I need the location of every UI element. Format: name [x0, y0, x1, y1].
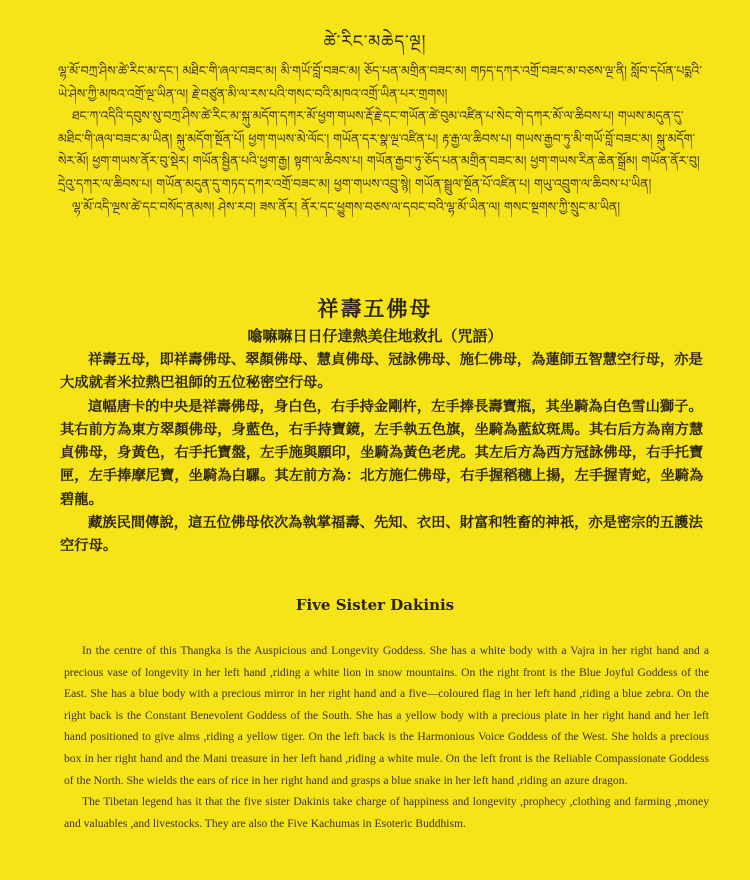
chinese-subtitle: 噏嘛嘛日日仔達熱美住地救扎（咒語） [247, 327, 503, 345]
tibetan-paragraph: ལྷ་མོ་བཀྲ་ཤིས་ཚེ་རིང་མ་དང་། མཐིང་གི་ཞལ་བཟང་མ། མི་གཡོ་བློ་བཟང་མ། ཅོད་པན་མགྲིན་བཟང་མ། གཏད་དཀར་འགྲོ་བཟང་མ་བཅས་ལྔ་ནི། སློབ་དཔོན་པདྨའི་ཡེ་ཤེས་ཀྱི་མཁའ་འགྲོ་ལྔ་ཡིན་ལ། རྗེ་བཙུན་མི་ལ་རས་པའི་གསང་བའི་མཁའ་འགྲོ་ཡིན་པར་གྲགས། [58, 63, 702, 101]
english-paragraph: In the centre of this Thangka is the Auspicious and Longevity Goddess. She has a white body with a Vajra in her right hand and a precious vase of longevity in her left hand ,riding a white lion in snow mountains. On the right front is the Blue Joyful Goddess of the East. She has a blue body with a precious mirror in her right hand and a five—coloured flag in her left hand ,riding a blue zebra. On the right back is the Constant Benevolent Goddess of the South. She has a yellow body with a precious plate in her right hand and her left hand positioned to give alms ,riding a yellow tiger. On the left back is the Harmonious Voice Goddess of the West. She holds a precious box in her right hand and the Mani treasure in her left hand ,riding a white mule. On the left front is the Reliable Compassionate Goddess of the North. She wields the ears of rice in her right hand and grasps a blue snake in her left hand ,riding an azure dragon. [64, 644, 709, 787]
english-title: Five Sister Dakinis [295, 596, 455, 614]
english-paragraph: The Tibetan legend has it that the five sister Dakinis take charge of happiness and longevity ,prophecy ,clothing and farming ,money and valuables ,and livestocks. They are also the Five Kachumas in Esoteric Buddhism. [64, 795, 709, 830]
tibetan-text-block [58, 60, 708, 218]
tibetan-paragraph: ལྷ་མོ་འདི་ལྔས་ཚེ་དང་བསོད་ནམས། ཤེས་རབ། ཟས་ནོར། ནོར་དང་ཕྱུགས་བཅས་ལ་དབང་བའི་ལྷ་མོ་ཡིན་ལ། གསང་སྔགས་ཀྱི་སྲུང་མ་ཡིན། [72, 198, 620, 214]
chinese-paragraph: 祥壽五母，即祥壽佛母、翠顏佛母、慧貞佛母、冠詠佛母、施仁佛母，為蓮師五智慧空行母，亦是大成就者米拉熱巴祖師的五位秘密空行母。 [60, 352, 703, 392]
chinese-title: 祥壽五佛母 [317, 297, 433, 321]
chinese-paragraph: 藏族民間傳說，這五位佛母依次為執掌福壽、先知、衣田、財富和牲畜的神祇，亦是密宗的五護法空行母。 [60, 515, 703, 555]
tibetan-paragraph: ཐང་ཀ་འདིའི་དབུས་སུ་བཀྲ་ཤིས་ཚེ་རིང་མ་སྐུ་མདོག་དཀར་མོ་ཕྱག་གཡས་རྡོ་རྗེ་དང་གཡོན་ཚེ་བུམ་འཛིན་པ་སེང་གེ་དཀར་མོ་ལ་ཆིབས་པ། གཡས་མདུན་དུ་མཐིང་གི་ཞལ་བཟང་མ་ཡིན། སྐུ་མདོག་སྔོན་པོ། ཕྱག་གཡས་མེ་ལོང་། གཡོན་དར་སྣ་ལྔ་འཛིན་པ། རྟ་རྒྱ་ལ་ཆིབས་པ། གཡས་རྒྱབ་ཏུ་མི་གཡོ་བློ་བཟང་མ། སྐུ་མདོག་སེར་མོ། ཕྱག་གཡས་ནོར་བུ་སྡེར། གཡོན་སྦྱིན་པའི་ཕྱག་རྒྱ། སྟག་ལ་ཆིབས་པ། གཡོན་རྒྱབ་ཏུ་ཅོད་པན་མགྲིན་བཟང་མ། ཕྱག་གཡས་རིན་ཆེན་སྒྲོམ། གཡོན་ནོར་བུ། དྲེའུ་དཀར་ལ་ཆིབས་པ། གཡོན་མདུན་དུ་གཏད་དཀར་འགྲོ་བཟང་མ། ཕྱག་གཡས་འབྲུ་སྙེ། གཡོན་སྦྲུལ་སྔོན་པོ་འཛིན་པ། གཡུ་འབྲུག་ལ་ཆིབས་པ་ཡིན། [58, 108, 700, 191]
chinese-paragraph: 這幅唐卡的中央是祥壽佛母，身白色，右手持金剛杵，左手捧長壽寶瓶，其坐騎為白色雪山獅子。其右前方為東方翠顏佛母，身藍色，右手持寶鏡，左手執五色旗，坐騎為藍紋斑馬。其右后方為南方慧貞佛母，身黃色，右手托寶盤，左手施與願印，坐騎為黃色老虎。其左后方為西方冠詠佛母，右手托寶匣，左手捧摩尼寶，坐騎為白騾。其左前方為：北方施仁佛母，右手握稻穗上揚，左手握青蛇，坐騎為碧龍。 [60, 398, 704, 508]
tibetan-title: ཚེ་རིང་མཆེད་ལྔ། [323, 32, 427, 52]
english-text-block [64, 640, 709, 834]
chinese-text-block [60, 349, 715, 559]
